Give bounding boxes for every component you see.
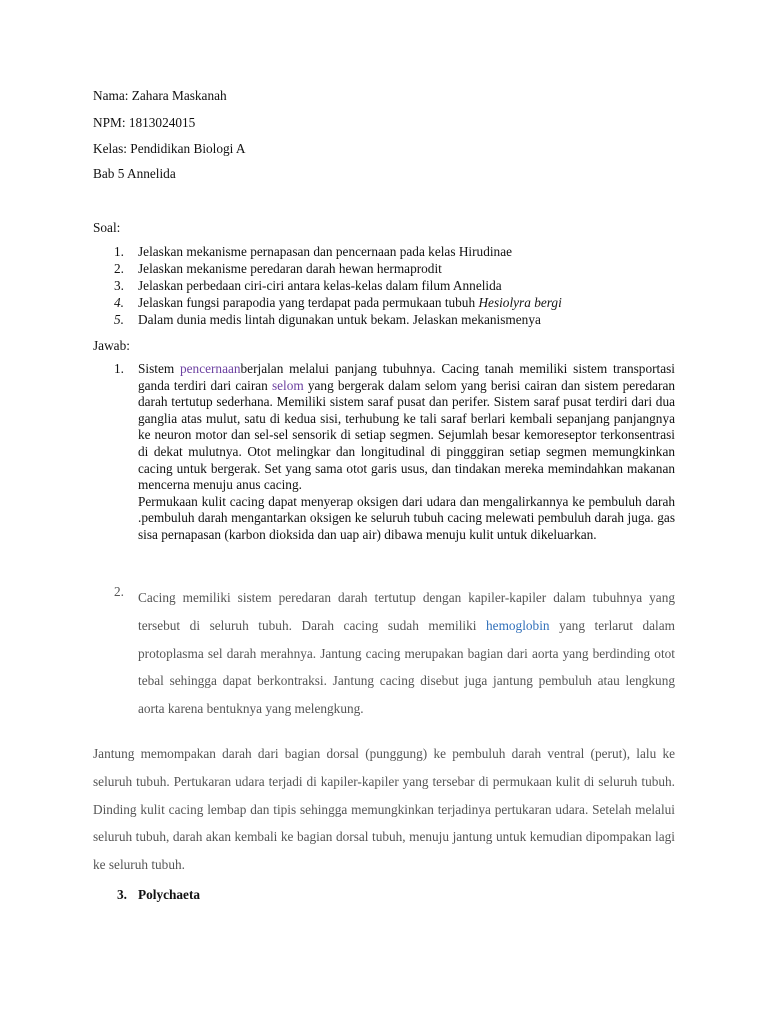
answer-text: berjalan melalui panjang tubuhnya. Cacing tanah memiliki sistem transportasi ganda terdiri dari cairan [138,361,675,393]
question-text: Jelaskan mekanisme pernapasan dan pencernaan pada kelas Hirudinae [138,244,512,259]
student-name: Nama: Zahara Maskanah [93,88,227,103]
question-text: Jelaskan perbedaan ciri-ciri antara kelas-kelas dalam filum Annelida [138,278,502,293]
question-item [93,294,675,311]
question-item [93,260,675,277]
question-item [93,277,675,294]
soal-label: Soal: [93,220,121,235]
pencernaan-link[interactable]: pencernaan [180,361,241,376]
question-list [93,243,675,328]
answer-text: yang terlarut dalam protoplasma sel darah merahnya. Jantung cacing merupakan bagian dari aorta yang berdinding otot tebal sehingga dapat berkontraksi. Jantung cacing disebut juga jantung pembuluh atau lengkung aorta karena bentuknya yang melengkung. [138,617,676,717]
question-text: Jelaskan mekanisme peredaran darah hewan hermaprodit [138,261,442,276]
species-name: Hesiolyra bergi [478,295,562,310]
section-title: Polychaeta [138,887,201,902]
chapter-title: Bab 5 Annelida [93,166,176,181]
jawab-label: Jawab: [93,338,130,353]
answer-text: Sistem [138,361,180,376]
answer-1-paragraph-1 [138,361,675,494]
answer-2 [93,584,675,723]
student-class: Kelas: Pendidikan Biologi A [93,141,246,156]
circulation-paragraph: Jantung memompakan darah dari bagian dorsal (punggung) ke pembuluh darah ventral (perut), lalu ke seluruh tubuh. Pertukaran udara terjadi di kapiler-kapiler yang tersebar di permukaan kulit di seluruh tubuh. Dinding kulit cacing lembap dan tipis sehingga memungkinkan terjadinya pertukaran udara. Setelah melalui seluruh tubuh, darah akan kembali ke bagian dorsal tubuh, menuju jantung untuk kemudian dipompakan lagi ke seluruh tubuh. [93,746,675,873]
question-number: 3. [114,278,124,293]
question-number: 4. [114,295,124,310]
answer-1 [93,361,675,544]
answer-text: yang bergerak dalam selom yang berisi cairan dan sistem peredaran darah tertutup sederhana. Memiliki sistem saraf pusat dan perifer. Sistem saraf pusat terdiri dari dua ganglia atas mulut, satu di kedua sisi, terhubung ke tali saraf berlari kembali sepanjang panjangnya ke neuron motor dan sel-sel sensorik di setiap segmen. Sejumlah besar kemoreseptor terkonsentrasi di dekat mulutnya. Otot melingkar dan longitudinal di pingggiran setiap segmen memungkinkan cacing untuk bergerak. Set yang sama otot garis usus, dan tindakan mereka memindahkan makanan mencerna menuju anus cacing. [138,377,675,493]
question-text: Jelaskan fungsi parapodia yang terdapat pada permukaan tubuh [138,295,479,310]
question-number: 5. [114,312,124,327]
selom-link[interactable]: selom [271,377,304,393]
question-number: 2. [114,261,124,276]
hemoglobin-link[interactable]: hemoglobin [486,617,550,633]
answer-number: 1. [114,361,124,376]
question-text: Dalam dunia medis lintah digunakan untuk bekam. Jelaskan mekanismenya [138,312,541,327]
question-item [93,243,675,260]
answer-text: Cacing memiliki sistem peredaran darah tertutup dengan kapiler-kapiler dalam tubuhnya yang tersebut di seluruh tubuh. Darah cacing sudah memiliki [138,590,675,633]
student-npm: NPM: 1813024015 [93,115,196,130]
question-number: 1. [114,244,124,259]
answer-number: 3. [117,887,127,902]
answer-number: 2. [114,584,124,599]
question-item [93,311,675,328]
answer-1-paragraph-2: Permukaan kulit cacing dapat menyerap oksigen dari udara dan mengalirkannya ke pembuluh darah .pembuluh darah mengantarkan oksigen ke seluruh tubuh cacing melewati pembuluh darah juga. gas sisa pernapasan (karbon dioksida dan uap air) dibawa menuju kulit untuk dikeluarkan. [138,493,675,542]
